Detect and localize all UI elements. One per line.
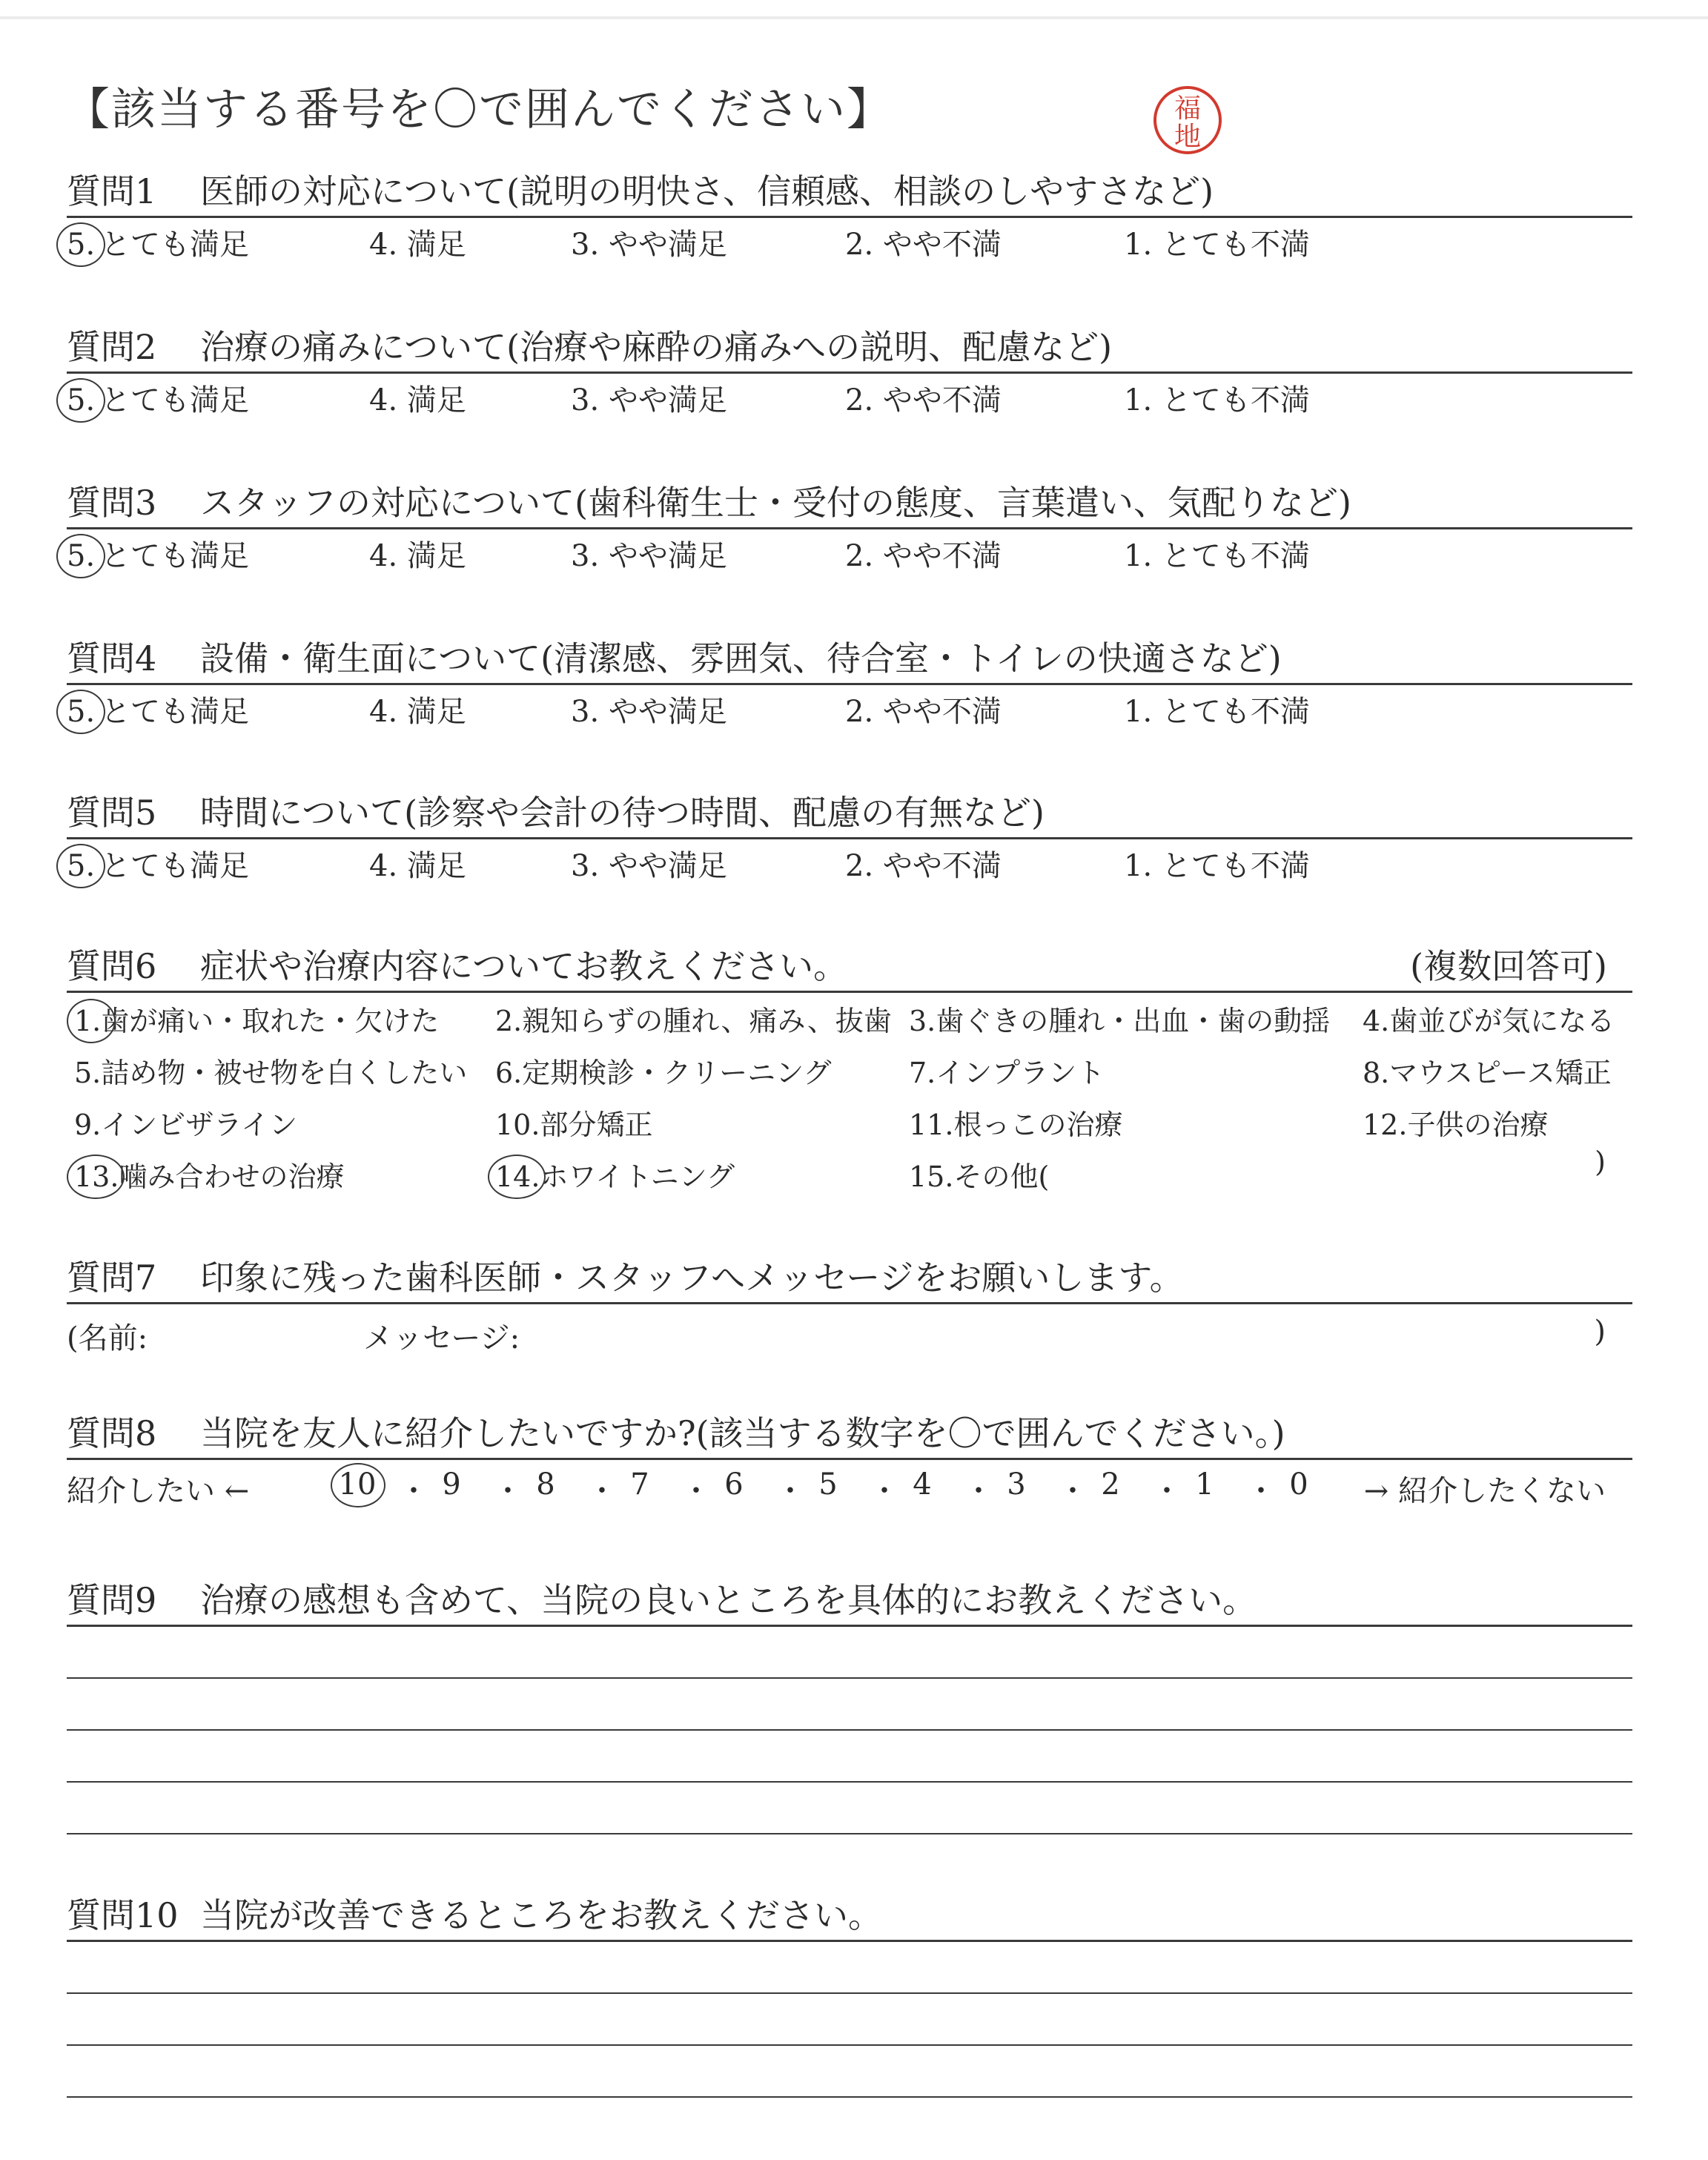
symptom-option-11[interactable] — [909, 1104, 1122, 1146]
selection-circle — [67, 1155, 125, 1199]
question-text: 医師の対応について(説明の明快さ、信頼感、相談のしやすさなど) — [200, 171, 1214, 211]
rating-5-option[interactable] — [67, 845, 95, 887]
option-number — [909, 1156, 953, 1198]
question-4 — [67, 634, 1632, 737]
option-number-text: 4. — [1363, 1005, 1390, 1037]
rating-2-option[interactable]: 2. やや不満 — [845, 849, 1002, 883]
scale-value-text: 6 — [724, 1467, 744, 1502]
question-title — [67, 1576, 1632, 1625]
scale-value-text: 9 — [442, 1467, 461, 1502]
scale-separator: ・ — [1058, 1474, 1088, 1508]
scale-value-4[interactable] — [900, 1467, 944, 1502]
question-text: 時間について(診察や会計の待つ時間、配慮の有無など) — [200, 793, 1045, 833]
rating-2-option[interactable]: 2. やや不満 — [845, 383, 1002, 417]
question-7 — [67, 1253, 1632, 1356]
symptom-option-8[interactable] — [1363, 1052, 1612, 1094]
scale-value-6[interactable] — [712, 1467, 756, 1502]
seal-char-1: 福 — [1174, 93, 1202, 124]
rating-4-option[interactable]: 4. 満足 — [369, 228, 466, 262]
question-title — [67, 1409, 1632, 1458]
question-6 — [67, 942, 1632, 1208]
scale-value-3[interactable] — [994, 1467, 1039, 1502]
symptom-options — [67, 993, 1632, 1208]
rating-choices — [67, 685, 1632, 737]
question-label: 質問1 — [67, 171, 157, 211]
rating-1-option[interactable]: 1. とても不満 — [1124, 695, 1310, 729]
scale-left-label: 紹介したい ← — [67, 1474, 250, 1508]
option-number-text: 14. — [495, 1160, 540, 1193]
rating-4-option[interactable]: 4. 満足 — [369, 539, 466, 573]
rating-4-option[interactable]: 4. 満足 — [369, 383, 466, 417]
multiple-answers-note: (複数回答可) — [1410, 946, 1607, 986]
option-number-text: 15. — [909, 1160, 954, 1193]
option-number: 5. — [67, 695, 96, 729]
question-label: 質問10 — [67, 1895, 179, 1935]
symptom-option-13[interactable] — [74, 1156, 344, 1198]
rating-2-option[interactable]: 2. やや不満 — [845, 695, 1002, 729]
rating-5-option[interactable] — [67, 691, 95, 733]
option-text: 子供の治療 — [1407, 1109, 1549, 1141]
rating-3-option[interactable]: 3. やや満足 — [571, 849, 727, 883]
option-text: 親知らずの腫れ、痛み、抜歯 — [522, 1005, 892, 1037]
option-number — [74, 1104, 101, 1146]
rating-3-option[interactable]: 3. やや満足 — [571, 539, 727, 573]
option-number-text: 1. — [74, 1005, 102, 1037]
scale-separator: ・ — [493, 1474, 523, 1508]
question-title — [67, 1891, 1632, 1940]
question-rule — [67, 1625, 1632, 1627]
scale-value-text: 7 — [630, 1467, 649, 1502]
scale-value-9[interactable] — [429, 1467, 474, 1502]
selection-circle — [67, 999, 116, 1043]
symptom-option-10[interactable] — [495, 1104, 652, 1146]
rating-5-label[interactable]: とても満足 — [101, 383, 249, 417]
option-number — [74, 1052, 101, 1094]
option-number — [74, 1156, 119, 1198]
question-label: 質問9 — [67, 1580, 157, 1620]
option-number-text: 10. — [495, 1109, 540, 1141]
question-text: 印象に残った歯科医師・スタッフへメッセージをお願いします。 — [200, 1258, 1184, 1298]
scale-value-text: 1 — [1195, 1467, 1214, 1502]
symptom-option-5[interactable] — [74, 1052, 467, 1094]
scale-value-1[interactable] — [1182, 1467, 1227, 1502]
scale-value-0[interactable] — [1277, 1467, 1321, 1502]
question-9 — [67, 1576, 1632, 1834]
answer-line[interactable] — [67, 1677, 1632, 1679]
question-title — [67, 323, 1632, 371]
rating-choices — [67, 374, 1632, 426]
scale-value-5[interactable] — [806, 1467, 850, 1502]
symptom-option-1[interactable] — [74, 1000, 439, 1042]
answer-line[interactable] — [67, 1833, 1632, 1834]
scale-value-text: 0 — [1289, 1467, 1308, 1502]
scale-separator: ・ — [681, 1474, 711, 1508]
question-text: スタッフの対応について(歯科衛生士・受付の態度、言葉遣い、気配りなど) — [200, 483, 1351, 523]
option-number — [74, 1000, 101, 1042]
rating-5-option[interactable] — [67, 380, 95, 421]
referral-scale — [67, 1460, 1632, 1512]
question-label: 質問6 — [67, 946, 157, 986]
rating-5-label[interactable]: とても満足 — [101, 849, 249, 883]
selection-circle — [56, 534, 105, 578]
option-text: 歯が痛い・取れた・欠けた — [101, 1005, 440, 1037]
option-text: 噛み合わせの治療 — [119, 1160, 345, 1193]
page-top-edge — [0, 16, 1708, 19]
question-label: 質問7 — [67, 1258, 157, 1298]
symptom-option-6[interactable] — [495, 1052, 832, 1094]
message-close-paren: ) — [1594, 1315, 1606, 1349]
question-title — [67, 1253, 1632, 1302]
question-text: 治療の痛みについて(治療や麻酔の痛みへの説明、配慮など) — [200, 327, 1113, 367]
question-title — [67, 788, 1632, 837]
option-number-text: 11. — [909, 1109, 954, 1141]
selection-circle — [56, 690, 105, 734]
option-text: インビザライン — [101, 1109, 298, 1141]
symptom-option-7[interactable] — [909, 1052, 1105, 1094]
rating-4-option[interactable]: 4. 満足 — [369, 695, 466, 729]
option-text: 詰め物・被せ物を白くしたい — [101, 1057, 468, 1089]
rating-3-option[interactable]: 3. やや満足 — [571, 383, 727, 417]
scale-value-text: 4 — [913, 1467, 932, 1502]
scale-value-text: 8 — [536, 1467, 555, 1502]
selection-circle — [56, 844, 105, 888]
rating-choices — [67, 529, 1632, 581]
option-text: ホワイトニング — [540, 1160, 735, 1193]
scale-separator: ・ — [587, 1474, 617, 1508]
rating-choices — [67, 839, 1632, 891]
rating-5-label[interactable]: とても満足 — [101, 539, 249, 573]
option-number — [1363, 1000, 1389, 1042]
option-number — [909, 1000, 936, 1042]
scale-separator: ・ — [1152, 1474, 1182, 1508]
rating-4-option[interactable]: 4. 満足 — [369, 849, 466, 883]
message-line[interactable] — [67, 1304, 1632, 1356]
question-text: 治療の感想も含めて、当院の良いところを具体的にお教えください。 — [200, 1580, 1257, 1620]
question-3 — [67, 478, 1632, 581]
symptom-option-15[interactable] — [909, 1156, 1049, 1198]
question-label: 質問8 — [67, 1413, 157, 1453]
option-number-text: 7. — [909, 1057, 936, 1089]
rating-3-option[interactable]: 3. やや満足 — [571, 228, 727, 262]
answer-line[interactable] — [67, 2096, 1632, 2098]
option-text: 定期検診・クリーニング — [522, 1057, 832, 1089]
option-text: その他( — [953, 1160, 1050, 1193]
rating-1-option[interactable]: 1. とても不満 — [1124, 228, 1310, 262]
question-title — [67, 942, 1632, 991]
other-close-paren: ) — [1595, 1146, 1606, 1178]
option-number — [495, 1104, 540, 1146]
seal-char-2: 地 — [1174, 122, 1202, 152]
question-text: 症状や治療内容についてお教えください。 — [200, 946, 848, 986]
option-number — [1363, 1052, 1389, 1094]
scale-separator: ・ — [964, 1474, 993, 1508]
rating-1-option[interactable]: 1. とても不満 — [1124, 849, 1310, 883]
question-title — [67, 167, 1632, 216]
scale-right-label: → 紹介したくない — [1363, 1474, 1606, 1508]
question-label: 質問4 — [67, 638, 157, 678]
question-text: 設備・衛生面について(清潔感、雰囲気、待合室・トイレの快適さなど) — [200, 638, 1282, 678]
scale-value-text: 10 — [338, 1467, 377, 1502]
option-number-text: 13. — [74, 1160, 119, 1193]
question-text: 当院が改善できるところをお教えください。 — [200, 1895, 882, 1935]
rating-2-option[interactable]: 2. やや不満 — [845, 539, 1002, 573]
option-text: 部分矯正 — [540, 1109, 653, 1141]
scale-separator: ・ — [870, 1474, 899, 1508]
question-title — [67, 634, 1632, 683]
option-text: 歯並びが気になる — [1389, 1005, 1615, 1037]
option-number-text: 2. — [495, 1005, 523, 1037]
rating-choices — [67, 218, 1632, 270]
question-rule — [67, 1940, 1632, 1942]
symptom-option-14[interactable] — [495, 1156, 735, 1198]
scale-value-10[interactable] — [335, 1467, 380, 1502]
option-number-text: 6. — [495, 1057, 523, 1089]
option-number-text: 3. — [909, 1005, 936, 1037]
option-number: 5. — [67, 849, 96, 883]
option-number — [1363, 1104, 1407, 1146]
scale-value-7[interactable] — [618, 1467, 662, 1502]
symptom-option-12[interactable] — [1363, 1104, 1548, 1146]
symptom-option-2[interactable] — [495, 1000, 892, 1042]
answer-line[interactable] — [67, 1992, 1632, 1994]
option-text: マウスピース矯正 — [1389, 1057, 1612, 1089]
question-label: 質問2 — [67, 327, 157, 367]
question-2 — [67, 323, 1632, 426]
selection-circle — [488, 1155, 546, 1199]
symptom-option-9[interactable] — [74, 1104, 297, 1146]
option-number — [495, 1000, 522, 1042]
name-label: (名前: — [67, 1321, 148, 1355]
option-number-text: 9. — [74, 1109, 102, 1141]
scale-value-text: 5 — [818, 1467, 838, 1502]
option-number: 5. — [67, 383, 96, 417]
rating-2-option[interactable]: 2. やや不満 — [845, 228, 1002, 262]
option-text: インプラント — [936, 1057, 1105, 1089]
question-10 — [67, 1891, 1632, 2098]
option-number — [495, 1156, 540, 1198]
question-text: 当院を友人に紹介したいですか?(該当する数字を〇で囲んでください。) — [200, 1413, 1285, 1453]
rating-5-option[interactable] — [67, 224, 95, 265]
symptom-option-3[interactable] — [909, 1000, 1330, 1042]
question-label: 質問3 — [67, 483, 157, 523]
question-5 — [67, 788, 1632, 891]
scale-value-2[interactable] — [1088, 1467, 1133, 1502]
scale-separator: ・ — [1246, 1474, 1276, 1508]
instruction-header: 【該当する番号を〇で囲んでください】 — [65, 84, 893, 136]
option-number — [495, 1052, 522, 1094]
rating-5-option[interactable] — [67, 535, 95, 577]
hanko-seal — [1151, 83, 1225, 157]
question-label: 質問5 — [67, 793, 157, 833]
answer-line[interactable] — [67, 2044, 1632, 2046]
option-text: 根っこの治療 — [953, 1109, 1123, 1141]
option-number-text: 8. — [1363, 1057, 1390, 1089]
option-number: 5. — [67, 539, 96, 573]
rating-1-option[interactable]: 1. とても不満 — [1124, 383, 1310, 417]
scale-separator: ・ — [399, 1474, 428, 1508]
option-text: 歯ぐきの腫れ・出血・歯の動揺 — [936, 1005, 1331, 1037]
answer-line[interactable] — [67, 1781, 1632, 1783]
option-number-text: 12. — [1363, 1109, 1408, 1141]
answer-line[interactable] — [67, 1729, 1632, 1731]
option-number: 5. — [67, 228, 96, 262]
rating-5-label[interactable]: とても満足 — [101, 228, 249, 262]
selection-circle — [56, 222, 105, 267]
question-1 — [67, 167, 1632, 270]
symptom-option-4[interactable] — [1363, 1000, 1615, 1042]
option-number — [909, 1104, 953, 1146]
message-label: メッセージ: — [363, 1321, 520, 1355]
scale-value-text: 3 — [1007, 1467, 1026, 1502]
question-title — [67, 478, 1632, 527]
scale-value-text: 2 — [1101, 1467, 1120, 1502]
rating-5-label[interactable]: とても満足 — [101, 695, 249, 729]
rating-3-option[interactable]: 3. やや満足 — [571, 695, 727, 729]
scale-value-8[interactable] — [523, 1467, 568, 1502]
question-8 — [67, 1409, 1632, 1512]
selection-circle — [331, 1463, 385, 1507]
scale-separator: ・ — [775, 1474, 805, 1508]
selection-circle — [56, 378, 105, 423]
option-number-text: 5. — [74, 1057, 102, 1089]
rating-1-option[interactable]: 1. とても不満 — [1124, 539, 1310, 573]
option-number — [909, 1052, 936, 1094]
